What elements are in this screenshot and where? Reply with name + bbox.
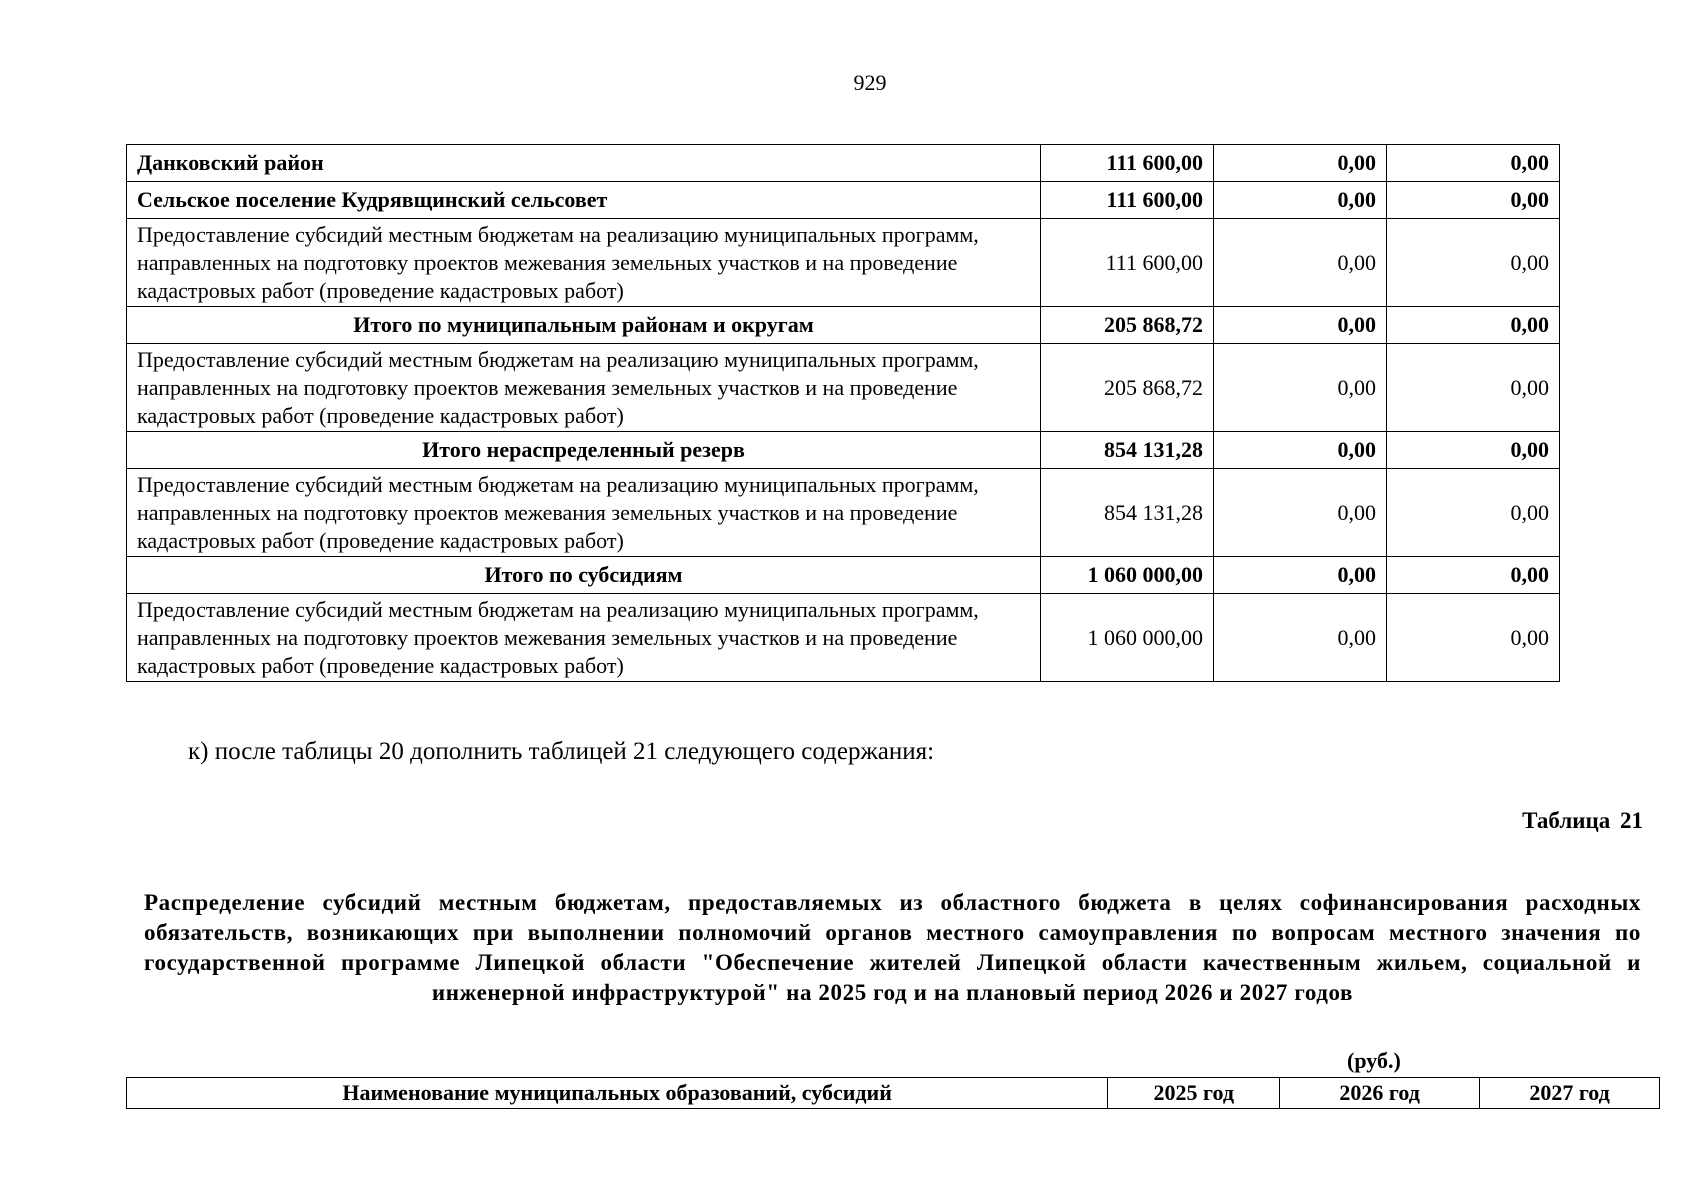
value-cell-2027: 0,00: [1387, 469, 1560, 557]
value-cell-2025: 1 060 000,00: [1041, 594, 1214, 682]
currency-unit: (руб.): [1347, 1048, 1401, 1073]
value-cell-2026: 0,00: [1214, 145, 1387, 182]
table-row-detail: [127, 344, 1560, 432]
value-cell-2025: 205 868,72: [1041, 344, 1214, 432]
table-row-detail: [127, 594, 1560, 682]
table-21-header-row: [127, 1078, 1660, 1109]
value-cell-2027: 0,00: [1387, 182, 1560, 219]
row-name-cell: Предоставление субсидий местным бюджетам на реализацию муниципальных программ, направленных на подготовку проектов межевания земельных участков и на проведение кадастровых работ (проведение кадастровых работ): [127, 469, 1041, 557]
row-name-cell: Предоставление субсидий местным бюджетам на реализацию муниципальных программ, направленных на подготовку проектов межевания земельных участков и на проведение кадастровых работ (проведение кадастровых работ): [127, 594, 1041, 682]
table-row-total: [127, 557, 1560, 594]
value-cell-2026: 0,00: [1214, 469, 1387, 557]
value-cell-2027: 0,00: [1387, 145, 1560, 182]
column-header-2027: 2027 год: [1480, 1078, 1660, 1109]
table-row-detail: [127, 219, 1560, 307]
row-name-cell: Сельское поселение Кудрявщинский сельсовет: [127, 182, 1041, 219]
value-cell-2027: 0,00: [1387, 557, 1560, 594]
row-name-cell: Итого нераспределенный резерв: [127, 432, 1041, 469]
value-cell-2026: 0,00: [1214, 219, 1387, 307]
table-row-detail: [127, 469, 1560, 557]
amendment-instruction: к) после таблицы 20 дополнить таблицей 21 следующего содержания:: [188, 738, 935, 765]
value-cell-2027: 0,00: [1387, 307, 1560, 344]
value-cell-2027: 0,00: [1387, 219, 1560, 307]
value-cell-2026: 0,00: [1214, 182, 1387, 219]
subsidy-table-21: [126, 1077, 1660, 1109]
table-row-total: [127, 145, 1560, 182]
table-row-total: [127, 182, 1560, 219]
value-cell-2027: 0,00: [1387, 344, 1560, 432]
value-cell-2026: 0,00: [1214, 307, 1387, 344]
column-header-2026: 2026 год: [1280, 1078, 1480, 1109]
table-21-label: Таблица 21: [1522, 808, 1643, 833]
table-21-title: Распределение субсидий местным бюджетам, предоставляемых из областного бюджета в целях софинансирования расходных обязательств, возникающих при выполнении полномочий органов местного самоуправления по вопросам местного значения по государственной программе Липецкой области "Обеспечение жителей Липецкой области качественным жильем, социальной и инженерной инфраструктурой" на 2025 год и на плановый период 2026 и 2027 годов: [144, 890, 1641, 1005]
page-number: 929: [853, 70, 887, 95]
row-name-cell: Итого по субсидиям: [127, 557, 1041, 594]
value-cell-2025: 111 600,00: [1041, 219, 1214, 307]
value-cell-2026: 0,00: [1214, 344, 1387, 432]
value-cell-2025: 111 600,00: [1041, 145, 1214, 182]
value-cell-2025: 205 868,72: [1041, 307, 1214, 344]
value-cell-2027: 0,00: [1387, 432, 1560, 469]
row-name-cell: Предоставление субсидий местным бюджетам на реализацию муниципальных программ, направленных на подготовку проектов межевания земельных участков и на проведение кадастровых работ (проведение кадастровых работ): [127, 219, 1041, 307]
value-cell-2025: 854 131,28: [1041, 432, 1214, 469]
value-cell-2026: 0,00: [1214, 432, 1387, 469]
value-cell-2027: 0,00: [1387, 594, 1560, 682]
value-cell-2025: 111 600,00: [1041, 182, 1214, 219]
value-cell-2026: 0,00: [1214, 594, 1387, 682]
row-name-cell: Итого по муниципальным районам и округам: [127, 307, 1041, 344]
subsidy-table-20: [126, 144, 1560, 682]
row-name-cell: Предоставление субсидий местным бюджетам на реализацию муниципальных программ, направленных на подготовку проектов межевания земельных участков и на проведение кадастровых работ (проведение кадастровых работ): [127, 344, 1041, 432]
value-cell-2026: 0,00: [1214, 557, 1387, 594]
row-name-cell: Данковский район: [127, 145, 1041, 182]
column-header-name: Наименование муниципальных образований, субсидий: [127, 1078, 1108, 1109]
column-header-2025: 2025 год: [1108, 1078, 1280, 1109]
value-cell-2025: 1 060 000,00: [1041, 557, 1214, 594]
value-cell-2025: 854 131,28: [1041, 469, 1214, 557]
table-row-total: [127, 432, 1560, 469]
table-row-total: [127, 307, 1560, 344]
